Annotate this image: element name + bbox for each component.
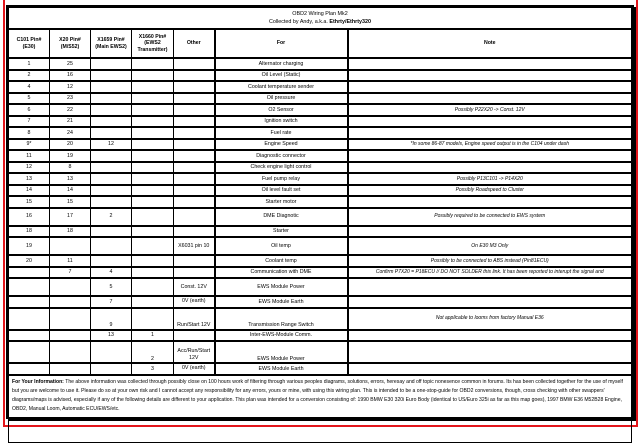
document-title: OBD2 Wiring Plan Mk2: [292, 11, 348, 17]
cell-c101: [9, 330, 50, 342]
cell-x1660: [132, 173, 174, 185]
cell-x1659: [91, 341, 132, 363]
cell-for: Coolant temperature sender: [215, 81, 348, 93]
cell-for: Ignition switch: [215, 116, 348, 128]
cell-x20: [50, 363, 91, 375]
cell-x1659: 12: [91, 139, 132, 151]
cell-other: Run/Start 12V: [174, 308, 215, 330]
cell-c101: 12: [9, 162, 50, 174]
document-title-block: [9, 8, 632, 30]
cell-c101: 19: [9, 237, 50, 255]
table-row: [9, 127, 632, 139]
cell-x1660: [132, 237, 174, 255]
cell-x1659: [91, 104, 132, 116]
cell-other: [174, 127, 215, 139]
cell-x1660: [132, 267, 174, 279]
table-row: [9, 116, 632, 128]
header-x1660: X1660 Pin# (EWS2 Transmitter): [132, 29, 174, 58]
cell-c101: 5: [9, 93, 50, 105]
cell-x20: [50, 330, 91, 342]
cell-c101: 13: [9, 173, 50, 185]
header-note: Note: [348, 29, 632, 58]
table-row: [9, 162, 632, 174]
cell-c101: 4: [9, 81, 50, 93]
cell-other: [174, 150, 215, 162]
cell-other: 0V (earth): [174, 363, 215, 375]
cell-x1660: [132, 255, 174, 267]
cell-x1659: [91, 162, 132, 174]
table-row: [9, 196, 632, 208]
cell-other: [174, 255, 215, 267]
cell-note: [348, 363, 632, 375]
cell-note: [348, 70, 632, 82]
cell-x20: 15: [50, 196, 91, 208]
cell-for: Engine Speed: [215, 139, 348, 151]
cell-other: 0V (earth): [174, 296, 215, 308]
wiring-plan-sheet: [6, 5, 634, 419]
table-row: [9, 237, 632, 255]
table-body: [9, 58, 632, 375]
cell-c101: [9, 278, 50, 296]
cell-x1660: [132, 226, 174, 238]
cell-x1659: 2: [91, 208, 132, 226]
cell-note: Not applicable to looms from factory Manual E36: [348, 308, 632, 330]
table-row: [9, 208, 632, 226]
cell-for: Diagnostic connector: [215, 150, 348, 162]
cell-x1660: 2: [132, 341, 174, 363]
cell-other: Const. 12V: [174, 278, 215, 296]
cell-x20: 13: [50, 173, 91, 185]
cell-x1660: [132, 127, 174, 139]
cell-for: Oil temp: [215, 237, 348, 255]
cell-other: [174, 93, 215, 105]
cell-x20: 20: [50, 139, 91, 151]
cell-other: [174, 196, 215, 208]
cell-note: Confirm P7X20 = P18ECU // DO NOT SOLDER this link. It has been reported to interupt the signal and: [348, 267, 632, 279]
cell-other: [174, 139, 215, 151]
cell-c101: 15: [9, 196, 50, 208]
table-row: [9, 173, 632, 185]
cell-for: Alternator charging: [215, 58, 348, 70]
subtitle-prefix: Collected by Andy, a.k.a.: [268, 19, 330, 25]
cell-x1660: [132, 308, 174, 330]
cell-note: [348, 162, 632, 174]
cell-x1660: [132, 208, 174, 226]
table-row: [9, 255, 632, 267]
cell-for: EWS Module Power: [215, 341, 348, 363]
cell-other: Acc/Run/Start 12V: [174, 341, 215, 363]
cell-x1660: [132, 185, 174, 197]
cell-x1659: 5: [91, 278, 132, 296]
header-for: For: [215, 29, 348, 58]
cell-for: Starter: [215, 226, 348, 238]
cell-x1659: 9: [91, 308, 132, 330]
cell-for: EWS Module Earth: [215, 363, 348, 375]
cell-x20: 16: [50, 70, 91, 82]
cell-x1659: [91, 237, 132, 255]
cell-other: [174, 226, 215, 238]
cell-note: [348, 116, 632, 128]
cell-other: [174, 104, 215, 116]
cell-c101: [9, 341, 50, 363]
cell-x1660: 3: [132, 363, 174, 375]
cell-other: [174, 330, 215, 342]
cell-x20: 17: [50, 208, 91, 226]
cell-for: Check engine light control: [215, 162, 348, 174]
header-c101: C101 Pin# (E30): [9, 29, 50, 58]
table-row: [9, 81, 632, 93]
cell-other: [174, 116, 215, 128]
cell-for: Transmission Range Switch: [215, 308, 348, 330]
cell-x1659: [91, 226, 132, 238]
cell-note: [348, 330, 632, 342]
cell-other: [174, 173, 215, 185]
cell-x1660: [132, 296, 174, 308]
cell-x20: 14: [50, 185, 91, 197]
cell-other: [174, 58, 215, 70]
cell-x1660: [132, 150, 174, 162]
cell-x20: [50, 237, 91, 255]
table-row: [9, 226, 632, 238]
cell-other: [174, 267, 215, 279]
cell-x1659: [91, 116, 132, 128]
cell-note: [348, 296, 632, 308]
cell-x1659: [91, 58, 132, 70]
cell-for: O2 Sensor: [215, 104, 348, 116]
cell-x20: [50, 308, 91, 330]
cell-for: EWS Module Power: [215, 278, 348, 296]
cell-note: [348, 58, 632, 70]
table-row: [9, 363, 632, 375]
table-row: [9, 296, 632, 308]
cell-c101: 14: [9, 185, 50, 197]
cell-other: [174, 185, 215, 197]
cell-note: Possibly required to be connected to EWS system: [348, 208, 632, 226]
cell-x1660: [132, 104, 174, 116]
cell-x1659: [91, 185, 132, 197]
table-row: [9, 341, 632, 363]
footer-label: For Your Information:: [12, 378, 64, 385]
cell-x1659: [91, 81, 132, 93]
cell-note: [348, 341, 632, 363]
cell-x1660: [132, 93, 174, 105]
cell-c101: [9, 267, 50, 279]
cell-c101: [9, 296, 50, 308]
cell-note: Possibly to be connected to ABS instead (Pin81ECU): [348, 255, 632, 267]
header-other: Other: [174, 29, 215, 58]
cell-c101: 9*: [9, 139, 50, 151]
table-row: [9, 308, 632, 330]
cell-x1660: [132, 278, 174, 296]
cell-c101: 16: [9, 208, 50, 226]
document-subtitle: [10, 18, 630, 26]
cell-x20: 19: [50, 150, 91, 162]
footer-info: [9, 375, 632, 443]
cell-note: Possibly P13C101 -> P14X20: [348, 173, 632, 185]
cell-for: EWS Module Earth: [215, 296, 348, 308]
cell-note: [348, 226, 632, 238]
cell-note: *In some 86-87 models, Engine speed output is in the C104 under dash: [348, 139, 632, 151]
cell-x20: 25: [50, 58, 91, 70]
cell-x20: 24: [50, 127, 91, 139]
cell-x20: 23: [50, 93, 91, 105]
table-row: [9, 58, 632, 70]
cell-x1660: [132, 162, 174, 174]
table-row: [9, 185, 632, 197]
cell-x20: [50, 341, 91, 363]
cell-for: Coolant temp: [215, 255, 348, 267]
cell-x20: 18: [50, 226, 91, 238]
cell-x1659: [91, 150, 132, 162]
cell-note: [348, 93, 632, 105]
cell-note: [348, 278, 632, 296]
table-row: [9, 278, 632, 296]
cell-for: Inter-EWS-Module Comm.: [215, 330, 348, 342]
cell-x1659: 13: [91, 330, 132, 342]
cell-x1660: [132, 116, 174, 128]
cell-x1659: [91, 196, 132, 208]
cell-note: [348, 81, 632, 93]
cell-note: Possibly Roadspeed to Cluster: [348, 185, 632, 197]
cell-c101: 8: [9, 127, 50, 139]
cell-for: Oil Level (Static): [215, 70, 348, 82]
cell-for: Oil level fault set: [215, 185, 348, 197]
table-row: [9, 139, 632, 151]
cell-x1660: [132, 58, 174, 70]
footer-text: The above information was collected through possibly close on 100 hours work of filtering through various peoples diagrams, solutions, errors, heresay and off topic nonesence common in forums. Its has been collected together for the use of myself but you are welcome to use it. Please do so at your own risk and I cannot accept any responsibility for any errors, yours or mine, with using this wiring plan. This is intended to be a one-stop-guide for OBD2 conversions, though, cross checking with other swappers' diagrams/maps is advised, especially if any of the following details are different to your application. This plan was intended for a conversion consisting of: 1990 BMW E30 320i Euro Body (identical to US/Euro 325i as far as this map goes), 1997 BMW E36 M52B28 Engine, OBD2, Manual Loom, Automatic ECU/EWS/etc.: [12, 378, 623, 412]
cell-x1660: [132, 81, 174, 93]
subtitle-author: Ethrty/Ethrty320: [329, 19, 372, 25]
cell-x1659: 7: [91, 296, 132, 308]
cell-other: [174, 70, 215, 82]
cell-x1659: [91, 70, 132, 82]
cell-x20: 8: [50, 162, 91, 174]
cell-other: X6031 pin 10: [174, 237, 215, 255]
cell-for: Oil pressure: [215, 93, 348, 105]
cell-note: Possibly P22X20 -> Const. 12V: [348, 104, 632, 116]
cell-x1659: [91, 173, 132, 185]
cell-c101: 20: [9, 255, 50, 267]
cell-note: [348, 127, 632, 139]
cell-x20: 11: [50, 255, 91, 267]
cell-x1659: [91, 255, 132, 267]
cell-x1659: [91, 127, 132, 139]
cell-for: Starter motor: [215, 196, 348, 208]
cell-other: [174, 208, 215, 226]
cell-x20: [50, 296, 91, 308]
cell-c101: 7: [9, 116, 50, 128]
cell-note: [348, 196, 632, 208]
cell-other: [174, 81, 215, 93]
cell-c101: 18: [9, 226, 50, 238]
table-row: [9, 70, 632, 82]
cell-x1660: [132, 196, 174, 208]
cell-x20: 21: [50, 116, 91, 128]
cell-note: [348, 150, 632, 162]
cell-x20: 7: [50, 267, 91, 279]
cell-for: Fuel rate: [215, 127, 348, 139]
cell-other: [174, 162, 215, 174]
cell-c101: 6: [9, 104, 50, 116]
cell-x1660: 1: [132, 330, 174, 342]
cell-c101: 11: [9, 150, 50, 162]
cell-x1659: [91, 363, 132, 375]
cell-x20: 12: [50, 81, 91, 93]
cell-c101: [9, 308, 50, 330]
table-row: [9, 267, 632, 279]
table-row: [9, 150, 632, 162]
cell-x20: [50, 278, 91, 296]
header-x1659: X1659 Pin# (Main EWS2): [91, 29, 132, 58]
cell-for: DME Diagnotic: [215, 208, 348, 226]
table-row: [9, 330, 632, 342]
table-row: [9, 104, 632, 116]
cell-x1660: [132, 70, 174, 82]
header-x20: X20 Pin# (M/S52): [50, 29, 91, 58]
column-header-row: [9, 29, 632, 58]
cell-c101: 1: [9, 58, 50, 70]
cell-c101: 2: [9, 70, 50, 82]
cell-c101: [9, 363, 50, 375]
cell-x1660: [132, 139, 174, 151]
cell-x1659: 4: [91, 267, 132, 279]
cell-for: Communication with DME: [215, 267, 348, 279]
cell-x1659: [91, 93, 132, 105]
wiring-table: [8, 7, 632, 443]
cell-x20: 22: [50, 104, 91, 116]
table-row: [9, 93, 632, 105]
cell-for: Fuel pump relay: [215, 173, 348, 185]
cell-note: On E30 M3 Only: [348, 237, 632, 255]
